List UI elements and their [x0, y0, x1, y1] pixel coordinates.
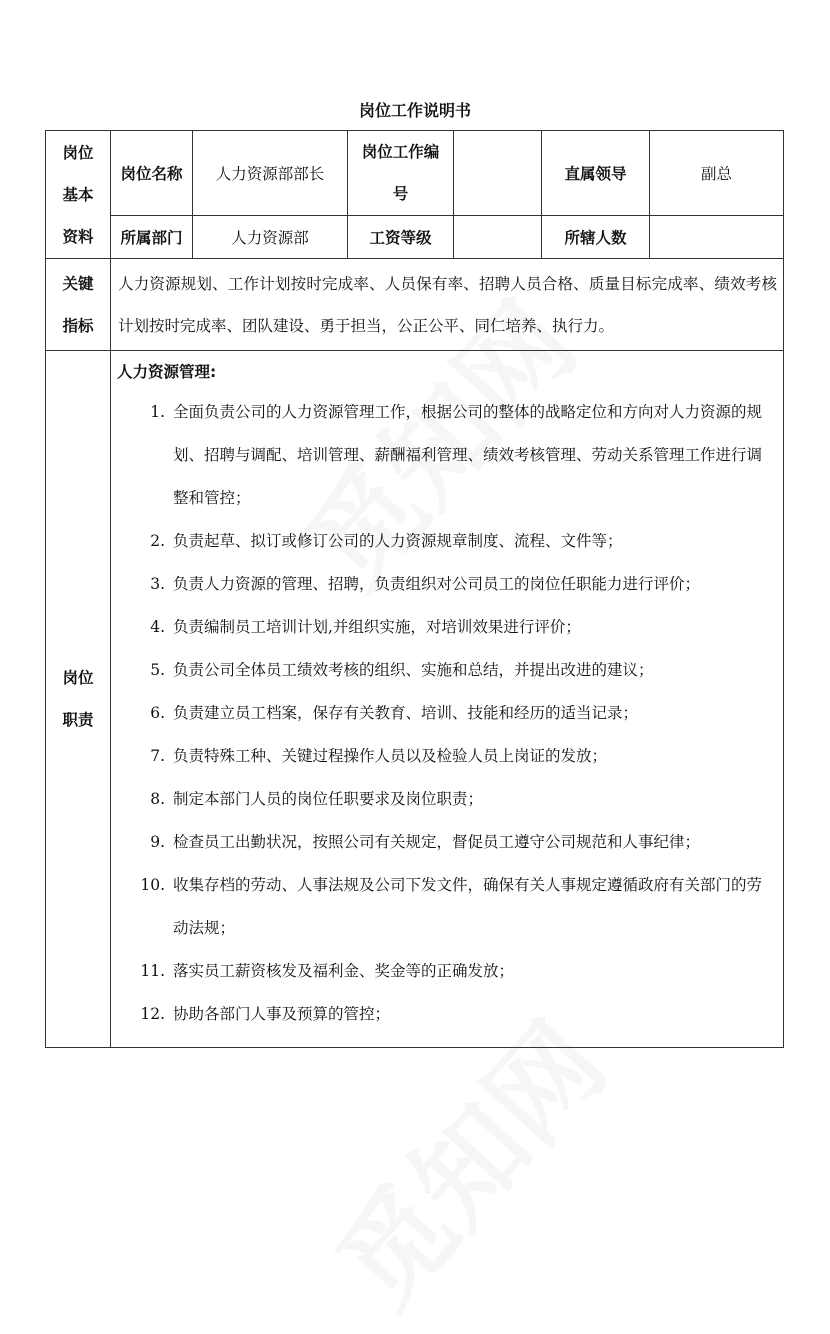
wage-grade-label: 工资等级 — [348, 216, 454, 259]
position-name-label: 岗位名称 — [111, 131, 193, 216]
section-basic-info-label: 岗位 基本 资料 — [46, 131, 111, 259]
department-value: 人力资源部 — [193, 216, 348, 259]
duty-number: 11. — [140, 962, 165, 980]
duty-text: 协助各部门人事及预算的管控； — [173, 1005, 391, 1023]
section-kpi-label: 关键 指标 — [46, 259, 111, 351]
duty-text: 检查员工出勤状况，按照公司有关规定，督促员工遵守公司规范和人事纪律； — [173, 833, 701, 851]
duty-item — [117, 520, 775, 563]
duty-number: 3. — [150, 575, 165, 593]
duty-text: 负责建立员工档案，保存有关教育、培训、技能和经历的适当记录； — [173, 704, 639, 722]
duty-number: 7. — [150, 747, 165, 765]
department-label: 所属部门 — [111, 216, 193, 259]
duties-heading: 人力资源管理: — [117, 363, 217, 381]
duty-text: 负责编制员工培训计划,并组织实施，对培训效果进行评价； — [173, 618, 581, 636]
duty-number: 9. — [150, 833, 165, 851]
duty-item — [117, 692, 775, 735]
duty-item — [117, 649, 775, 692]
duty-text: 负责特殊工种、关键过程操作人员以及检验人员上岗证的发放； — [173, 747, 608, 765]
duty-item — [117, 563, 775, 606]
subordinates-value — [650, 216, 784, 259]
duty-item — [117, 606, 775, 649]
subordinates-label: 所辖人数 — [542, 216, 650, 259]
duty-item — [117, 735, 775, 778]
duty-item — [117, 391, 775, 520]
duty-text: 负责人力资源的管理、招聘，负责组织对公司员工的岗位任职能力进行评价； — [173, 575, 701, 593]
duty-item — [117, 950, 775, 993]
duty-number: 12. — [140, 1005, 165, 1023]
duty-number: 5. — [150, 661, 165, 679]
duty-number: 8. — [150, 790, 165, 808]
duty-text: 收集存档的劳动、人事法规及公司下发文件，确保有关人事规定遵循政府有关部门的劳动法规； — [173, 876, 763, 937]
supervisor-label: 直属领导 — [542, 131, 650, 216]
duty-number: 6. — [150, 704, 165, 722]
kpi-text: 人力资源规划、工作计划按时完成率、人员保有率、招聘人员合格、质量目标完成率、绩效考核计划按时完成率、团队建设、勇于担当，公正公平、同仁培养、执行力。 — [111, 259, 784, 351]
duty-text: 负责起草、拟订或修订公司的人力资源规章制度、流程、文件等； — [173, 532, 623, 550]
duty-number: 4. — [150, 618, 165, 636]
duty-number: 10. — [140, 876, 165, 894]
job-code-value — [454, 131, 542, 216]
duty-text: 负责公司全体员工绩效考核的组织、实施和总结，并提出改进的建议； — [173, 661, 654, 679]
duty-text: 落实员工薪资核发及福利金、奖金等的正确发放； — [173, 962, 515, 980]
duties-cell — [111, 351, 784, 1048]
wage-grade-value — [454, 216, 542, 259]
job-code-label: 岗位工作编 号 — [348, 131, 454, 216]
duty-number: 2. — [150, 532, 165, 550]
duty-number: 1. — [150, 403, 165, 421]
supervisor-value: 副总 — [650, 131, 784, 216]
duty-item — [117, 993, 775, 1036]
duty-list — [117, 391, 775, 1036]
duty-item — [117, 864, 775, 950]
duty-text: 制定本部门人员的岗位任职要求及岗位职责； — [173, 790, 484, 808]
job-description-table — [45, 130, 784, 1048]
duty-text: 全面负责公司的人力资源管理工作，根据公司的整体的战略定位和方向对人力资源的规划、招聘与调配、培训管理、薪酬福利管理、绩效考核管理、劳动关系管理工作进行调整和管控； — [173, 403, 763, 507]
position-name-value: 人力资源部部长 — [193, 131, 348, 216]
section-duties-label: 岗位 职责 — [46, 351, 111, 1048]
document-title: 岗位工作说明书 — [358, 101, 471, 120]
duty-item — [117, 778, 775, 821]
duty-item — [117, 821, 775, 864]
